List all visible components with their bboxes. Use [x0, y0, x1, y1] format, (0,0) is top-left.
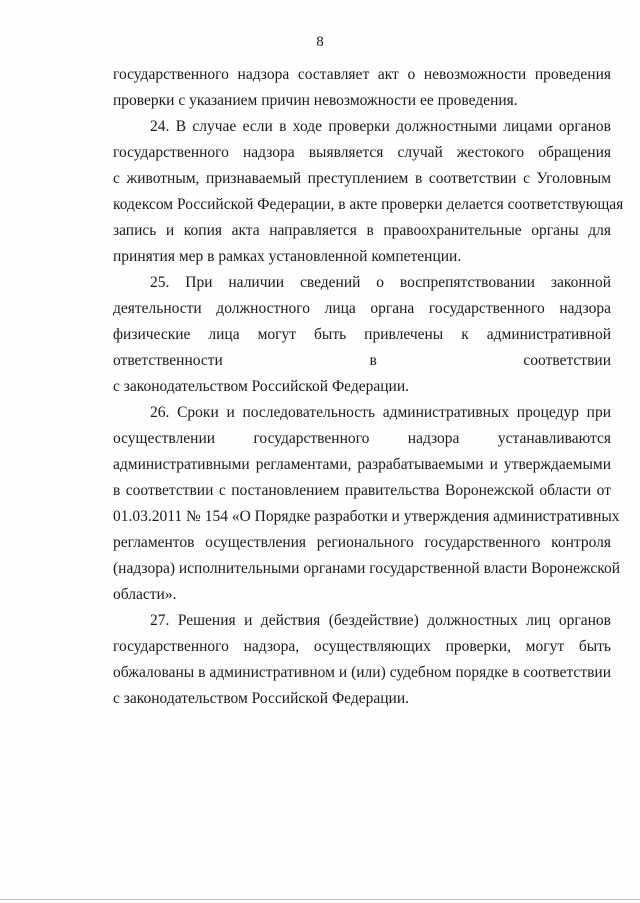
text-line: (надзора) исполнительными органами государственной власти Воронежской	[113, 560, 620, 577]
text-line: с законодательством Российской Федерации.	[113, 690, 410, 707]
text-line: области».	[113, 586, 177, 603]
text-line: проверки с указанием причин невозможности ее проведения.	[113, 92, 518, 109]
text-line: государственного надзора выявляется случай жестокого обращения	[113, 144, 611, 161]
text-line: кодексом Российской Федерации, в акте проверки делается соответствующая	[113, 196, 624, 213]
text-line: обжалованы в административном и (или) судебном порядке в соответствии	[113, 664, 611, 681]
text-line: ответственности в соответствии	[113, 352, 611, 369]
text-line: с животным, признаваемый преступлением в соответствии с Уголовным	[113, 170, 611, 187]
text-line: административными регламентами, разрабатываемыми и утверждаемыми	[113, 456, 611, 473]
text-line: 27. Решения и действия (бездействие) должностных лиц органов	[150, 612, 611, 629]
text-line: 25. При наличии сведений о воспрепятствовании законной	[150, 274, 611, 291]
text-line: государственного надзора, осуществляющих проверки, могут быть	[113, 638, 611, 655]
text-line: 01.03.2011 № 154 «О Порядке разработки и утверждения административных	[113, 508, 620, 525]
text-line: 26. Сроки и последовательность административных процедур при	[150, 404, 611, 421]
text-line: запись и копия акта направляется в правоохранительные органы для	[113, 222, 611, 239]
text-line: физические лица могут быть привлечены к административной	[113, 326, 611, 343]
text-line: с законодательством Российской Федерации.	[113, 378, 410, 395]
text-line: регламентов осуществления регионального государственного контроля	[113, 534, 611, 551]
text-line: государственного надзора составляет акт о невозможности проведения	[113, 66, 611, 83]
text-line: осуществлении государственного надзора устанавливаются	[113, 430, 611, 447]
text-line: в соответствии с постановлением правительства Воронежской области от	[113, 482, 611, 499]
text-line: деятельности должностного лица органа государственного надзора	[113, 300, 611, 317]
page-number: 8	[316, 34, 324, 50]
page-bottom-edge	[0, 899, 640, 900]
text-line: 24. В случае если в ходе проверки должностными лицами органов	[150, 118, 611, 135]
text-line: принятия мер в рамках установленной компетенции.	[113, 248, 462, 265]
